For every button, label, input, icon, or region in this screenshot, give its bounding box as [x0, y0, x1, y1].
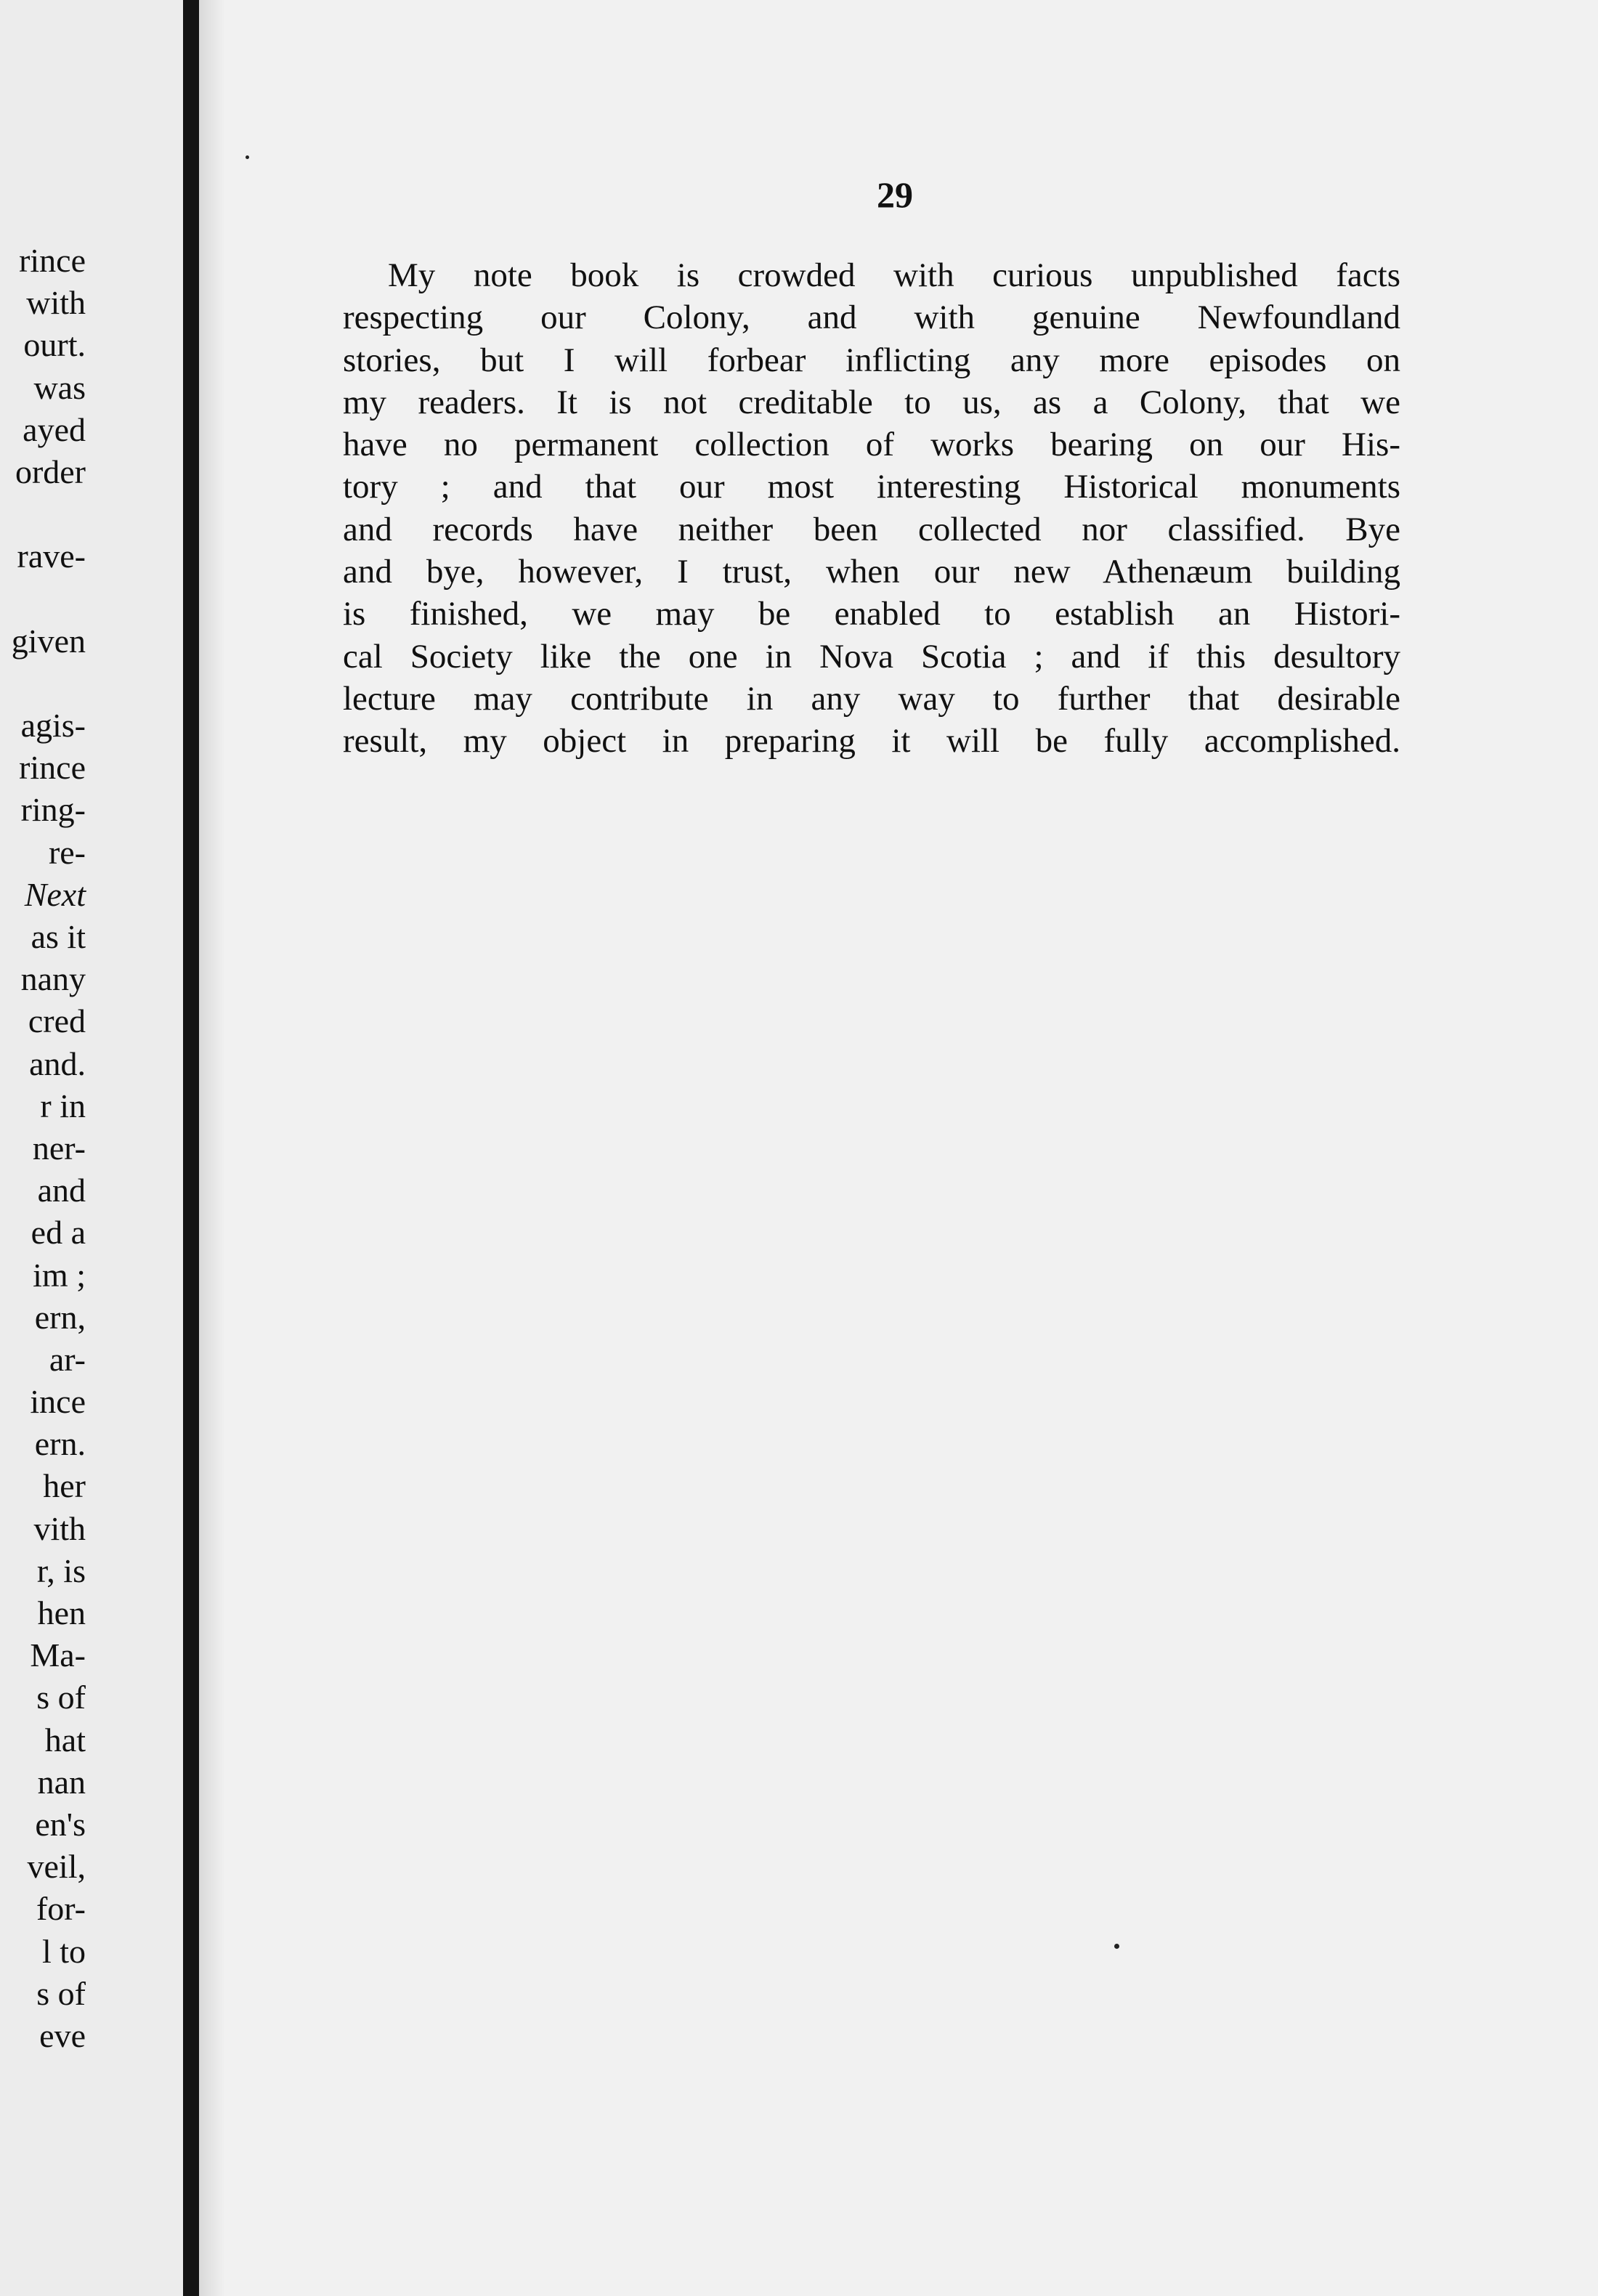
previous-page-line: rince	[19, 242, 86, 279]
previous-page-line: r in	[40, 1087, 86, 1124]
previous-page-line: ern.	[34, 1425, 86, 1463]
previous-page-line: ince	[30, 1383, 86, 1421]
print-speck	[1114, 1944, 1119, 1949]
paragraph-line: and bye, however, I trust, when our new Athenæum building	[343, 553, 1400, 591]
gutter-shadow	[199, 0, 225, 2296]
previous-page-line	[12, 662, 86, 705]
previous-page-line: with	[26, 284, 86, 322]
previous-page-line: and	[37, 1172, 86, 1209]
previous-page-line: order	[15, 453, 86, 490]
previous-page-line: ourt.	[23, 326, 86, 364]
previous-page-line	[12, 578, 86, 620]
previous-page-line: ed a	[31, 1214, 86, 1252]
previous-page-line: cred	[28, 1002, 86, 1040]
previous-page-line: vith	[33, 1509, 86, 1547]
previous-page-line: s of	[36, 1974, 86, 2012]
previous-page-line: hat	[44, 1721, 86, 1758]
previous-page-line: r, is	[36, 1551, 86, 1589]
previous-page-line: was	[33, 368, 86, 406]
paragraph-line: result, my object in preparing it will be fully accomplished.	[343, 722, 1400, 760]
previous-page-line: nan	[37, 1763, 86, 1801]
previous-page-line: rince	[19, 749, 86, 787]
previous-page-edge	[0, 0, 183, 2296]
paragraph-line: is finished, we may be enabled to establish an Histori-	[343, 595, 1400, 633]
previous-page-line	[12, 493, 86, 535]
previous-page-line: ar-	[49, 1340, 86, 1378]
previous-page-line: ring-	[20, 791, 86, 829]
previous-page-line: s of	[36, 1679, 86, 1716]
body-paragraph	[343, 254, 1400, 763]
previous-page-line: as it	[31, 918, 86, 955]
previous-page-line: l to	[41, 1932, 86, 1970]
paragraph-line: have no permanent collection of works bearing on our His-	[343, 426, 1400, 464]
previous-page-line: for-	[36, 1890, 86, 1928]
previous-page-line-fragments	[12, 240, 86, 2057]
print-speck	[246, 155, 249, 159]
previous-page-line: en's	[35, 1805, 86, 1843]
paragraph-line: respecting our Colony, and with genuine Newfoundland	[343, 299, 1400, 337]
previous-page-line: given	[11, 622, 86, 660]
paragraph-line: lecture may contribute in any way to further that desirable	[343, 679, 1400, 718]
previous-page-line: ern,	[34, 1298, 86, 1336]
previous-page-line: Ma-	[30, 1636, 86, 1674]
previous-page-line: and.	[29, 1044, 86, 1082]
paragraph-line: My note book is crowded with curious unpublished facts	[388, 256, 1400, 294]
previous-page-line: agis-	[20, 707, 86, 745]
previous-page-line: nany	[20, 960, 86, 998]
previous-page-line: hen	[37, 1594, 86, 1631]
previous-page-line: ayed	[23, 410, 86, 448]
page-number: 29	[877, 174, 913, 215]
paragraph-line: my readers. It is not creditable to us, as a Colony, that we	[343, 383, 1400, 421]
paragraph-line: and records have neither been collected nor classified. Bye	[343, 510, 1400, 548]
previous-page-line: ner-	[32, 1129, 86, 1167]
current-page	[225, 0, 1598, 2296]
previous-page-line: re-	[48, 833, 86, 871]
previous-page-line: im ;	[33, 1256, 86, 1294]
paragraph-line: stories, but I will forbear inflicting any more episodes on	[343, 341, 1400, 379]
previous-page-line: eve	[39, 2016, 86, 2054]
binding-gutter	[183, 0, 199, 2296]
previous-page-line: Next	[24, 875, 86, 913]
paragraph-line: cal Society like the one in Nova Scotia ; and if this desultory	[343, 637, 1400, 676]
previous-page-line: rave-	[17, 538, 86, 575]
paragraph-line: tory ; and that our most interesting Historical monuments	[343, 468, 1400, 506]
previous-page-line: veil,	[27, 1848, 86, 1886]
previous-page-line: her	[43, 1467, 86, 1505]
